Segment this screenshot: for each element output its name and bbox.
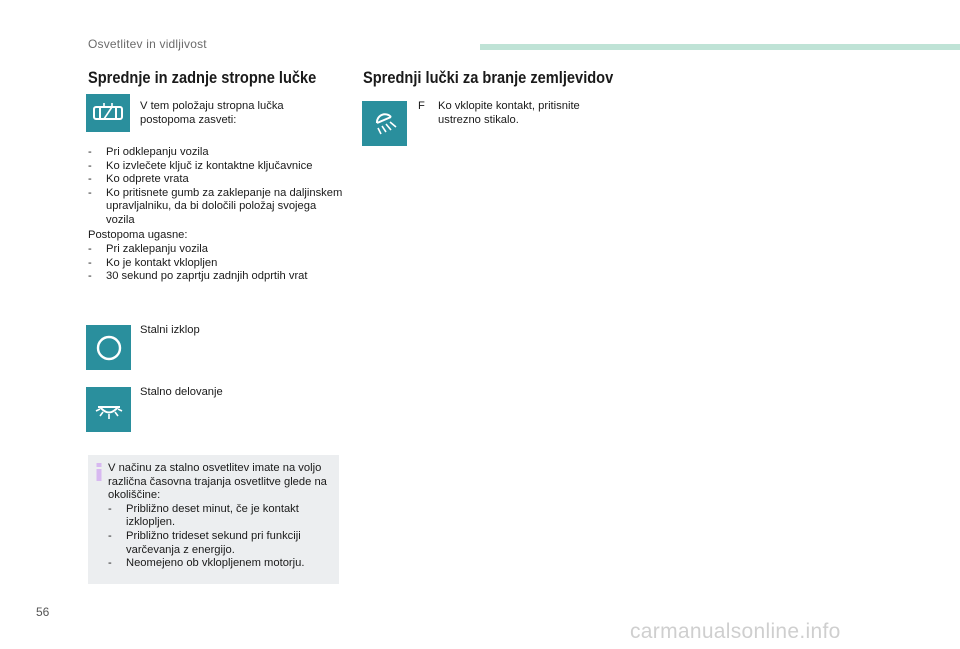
ceiling-lamp-on-icon — [86, 387, 131, 432]
list-item: - Približno trideset sekund pri funkciji varčevanja z energijo. — [108, 529, 301, 556]
page-number: 56 — [36, 605, 50, 619]
section-title-map-lamps: Sprednji lučki za branje zemljevidov — [363, 68, 614, 87]
permanent-off-label: Stalni izklop — [140, 324, 200, 336]
header-rule — [480, 44, 960, 50]
map-lamp-text: Ko vklopite kontakt, pritisnite ustrezno stikalo. — [438, 100, 580, 126]
bullet-marker: F — [418, 100, 425, 112]
circle-off-icon — [86, 325, 131, 370]
note-intro: V načinu za stalno osvetlitev imate na voljo različna časovna trajanja osvetlitve glede na okoliščine: — [108, 462, 327, 502]
list-item: - Ko pritisnete gumb za zaklepanje na daljinskem upravljalniku, da bi določili položaj svojega vozila — [88, 186, 343, 226]
list-item: - Ko izvlečete ključ iz kontaktne ključavnice — [88, 159, 313, 172]
turn-on-list — [88, 146, 343, 228]
info-icon — [96, 463, 102, 481]
watermark: carmanualsonline.info — [630, 620, 841, 643]
intro-text: V tem položaju stropna lučka postopoma zasveti: — [140, 100, 284, 126]
info-note-text — [108, 462, 336, 571]
list-item: - Pri zaklepanju vozila — [88, 243, 208, 255]
ceiling-lamp-door-icon — [86, 94, 130, 132]
list-item: - Približno deset minut, če je kontakt izklopljen. — [108, 502, 299, 529]
note-list — [108, 503, 336, 571]
list-item: - Ko je kontakt vklopljen — [88, 256, 218, 269]
permanent-on-label: Stalno delovanje — [140, 386, 223, 398]
section-title-ceiling-lamps: Sprednje in zadnje stropne lučke — [88, 68, 317, 87]
turn-off-list — [88, 243, 343, 284]
list-item: - Pri odklepanju vozila — [88, 146, 209, 158]
turn-off-label: Postopoma ugasne: — [88, 229, 188, 241]
list-item: - 30 sekund po zaprtju zadnjih odprtih vrat — [88, 270, 308, 283]
list-item: - Ko odprete vrata — [88, 173, 189, 186]
map-reading-lamp-icon — [362, 101, 407, 146]
running-header: Osvetlitev in vidljivost — [88, 37, 207, 51]
list-item: - Neomejeno ob vklopljenem motorju. — [108, 557, 305, 570]
